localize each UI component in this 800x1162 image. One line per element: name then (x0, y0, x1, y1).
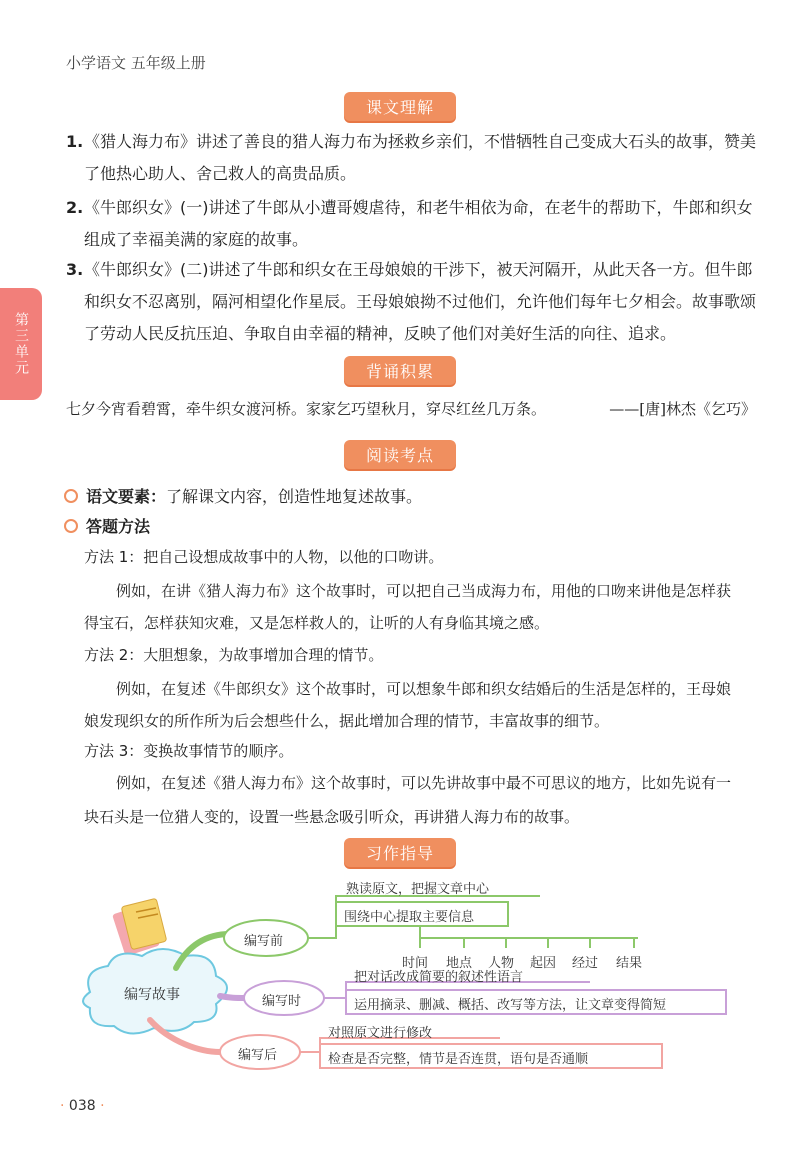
during-step-1: 把对话改成简要的叙述性语言 (354, 970, 524, 985)
item-number: 2. (66, 198, 84, 217)
dot-icon: · (100, 1098, 105, 1114)
method-2: 方法 2：大胆想象，为故事增加合理的情节。 (84, 646, 384, 664)
page-number-text: 038 (68, 1098, 96, 1114)
method-1-example-line-1: 例如，在讲《猎人海力布》这个故事时，可以把自己当成海力布，用他的口吻来讲他是怎样获 (116, 582, 732, 600)
element-place: 地点 (446, 956, 473, 971)
method-2-example-line-2: 娘发现织女的所作所为后会想些什么，据此增加合理的情节，丰富故事的细节。 (84, 712, 610, 730)
unit-side-tab: 第三单元 (0, 288, 42, 400)
poem-text: 七夕今宵看碧霄，牵牛织女渡河桥。家家乞巧望秋月，穿尽红丝几万条。 (66, 400, 547, 418)
item-number: 1. (66, 132, 84, 151)
method-1-example-line-2: 得宝石，怎样获知灾难，又是怎样救人的，让听的人有身临其境之感。 (84, 614, 550, 632)
understanding-item-3 (66, 254, 766, 350)
before-step-2: 围绕中心提取主要信息 (344, 910, 475, 925)
element-text: 了解课文内容，创造性地复述故事。 (166, 487, 423, 506)
book-header: 小学语文 五年级上册 (66, 54, 206, 72)
element-process: 经过 (572, 956, 599, 971)
after-step-1: 对照原文进行修改 (328, 1026, 433, 1041)
writing-mindmap (70, 872, 750, 1092)
mindmap-center: 编写故事 (124, 987, 180, 1003)
mindmap-node-during: 编写时 (262, 994, 302, 1009)
item-text: 《牛郎织女》(一)讲述了牛郎从小遭哥嫂虐待，和老牛相依为命，在老牛的帮助下，牛郎和织女组成了幸福美满的家庭的故事。 (84, 198, 753, 249)
section-banner-writing: 习作指导 (344, 838, 456, 867)
item-text: 《猎人海力布》讲述了善良的猎人海力布为拯救乡亲们，不惜牺牲自己变成大石头的故事，赞美了他热心助人、舍己救人的高贵品质。 (84, 132, 757, 183)
poem-source: ——[唐]林杰《乞巧》 (609, 400, 756, 418)
understanding-item-2 (66, 192, 766, 256)
item-text: 《牛郎织女》(二)讲述了牛郎和织女在王母娘娘的干涉下，被天河隔开，从此天各一方。但牛郎和织女不忍离别，隔河相望化作星辰。王母娘娘拗不过他们，允许他们每年七夕相会。故事歌颂了劳动人民反抗压迫、争取自由幸福的精神，反映了他们对美好生活的向往、追求。 (84, 260, 757, 343)
method-1: 方法 1：把自己设想成故事中的人物，以他的口吻讲。 (84, 548, 444, 566)
method-3-example-line-1: 例如，在复述《猎人海力布》这个故事时，可以先讲故事中最不可思议的地方，比如先说有一 (116, 774, 732, 792)
section-banner-reading: 阅读考点 (344, 440, 456, 469)
method-3-example-line-2: 块石头是一位猎人变的，设置一些悬念吸引听众，再讲猎人海力布的故事。 (84, 808, 580, 826)
element-character: 人物 (488, 956, 515, 971)
element-time: 时间 (402, 956, 429, 971)
after-step-2: 检查是否完整，情节是否连贯，语句是否通顺 (328, 1052, 589, 1067)
mindmap-node-before: 编写前 (244, 934, 284, 949)
dot-icon: · (60, 1098, 65, 1114)
bullet-icon (64, 519, 78, 533)
poem (66, 398, 756, 419)
bullet-icon (64, 489, 78, 503)
during-step-2: 运用摘录、删减、概括、改写等方法，让文章变得简短 (354, 998, 667, 1013)
method-3: 方法 3：变换故事情节的顺序。 (84, 742, 294, 760)
method-heading (64, 514, 150, 537)
element-cause: 起因 (530, 956, 557, 971)
language-element (64, 484, 422, 507)
method-2-example-line-1: 例如，在复述《牛郎织女》这个故事时，可以想象牛郎和织女结婚后的生活是怎样的，王母娘 (116, 680, 732, 698)
understanding-item-1 (66, 126, 766, 190)
method-heading-text: 答题方法 (86, 517, 151, 536)
book-icon (112, 898, 167, 956)
section-banner-understanding: 课文理解 (344, 92, 456, 121)
section-banner-memorize: 背诵积累 (344, 356, 456, 385)
item-number: 3. (66, 260, 84, 279)
element-result: 结果 (616, 956, 643, 971)
element-label: 语文要素： (86, 487, 167, 506)
page-number (60, 1098, 105, 1114)
mindmap-node-after: 编写后 (238, 1048, 278, 1063)
before-step-1: 熟读原文，把握文章中心 (346, 882, 490, 897)
